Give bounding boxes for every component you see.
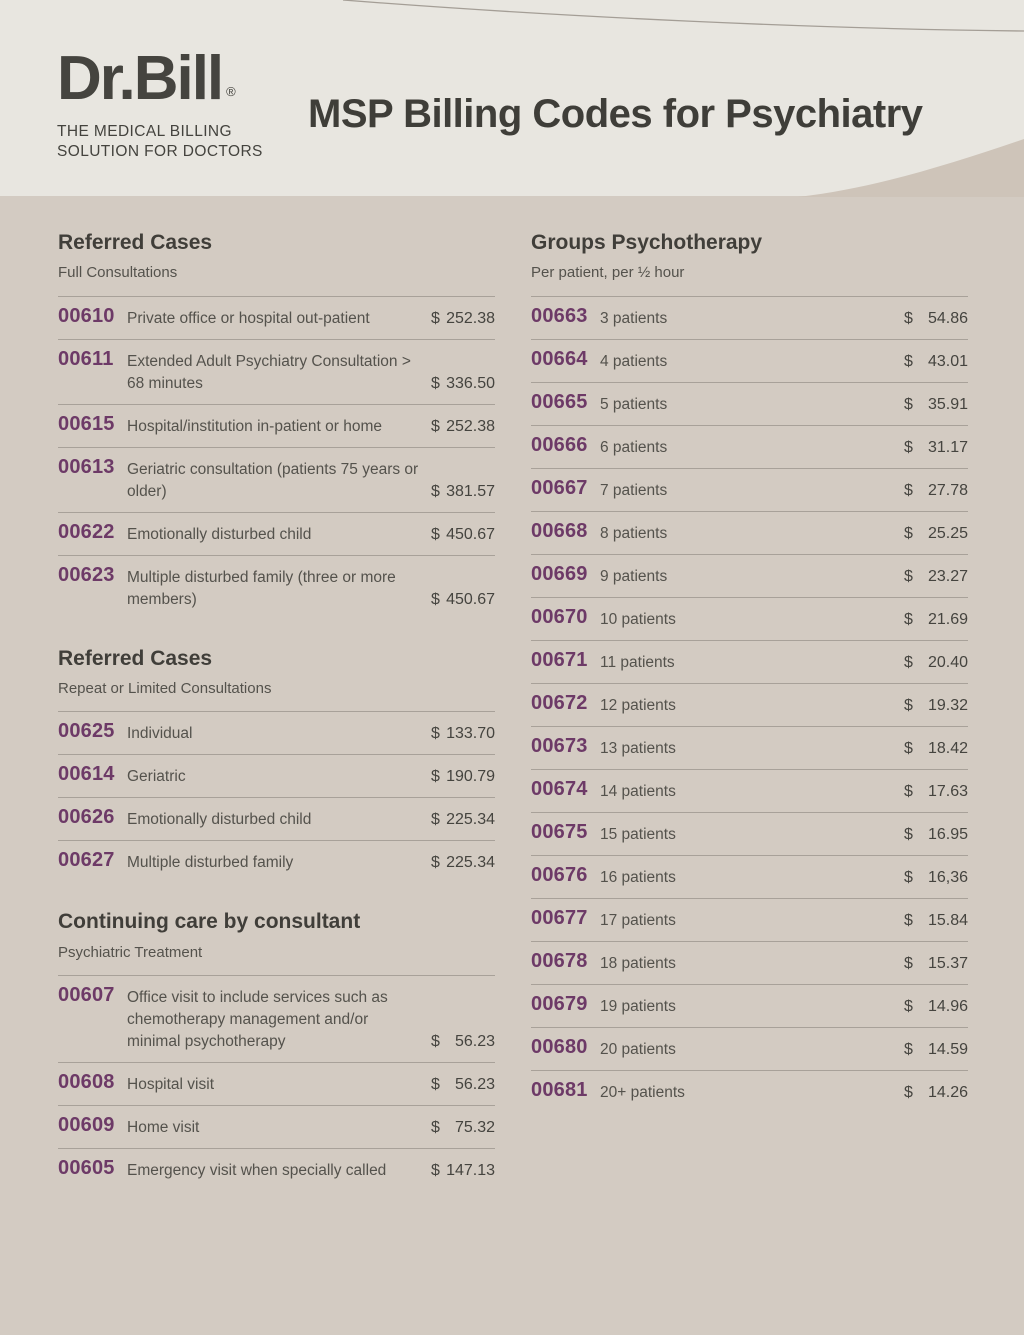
billing-description: Emotionally disturbed child — [127, 811, 312, 829]
billing-amount: 23.27 — [927, 567, 968, 585]
currency-symbol: $ — [904, 653, 913, 671]
currency-symbol: $ — [431, 482, 440, 500]
billing-code: 00666 — [531, 433, 588, 456]
billing-description: Multiple disturbed family (three or more members) — [127, 568, 396, 608]
billing-amount: 56.23 — [454, 1033, 495, 1051]
billing-code: 00623 — [58, 563, 115, 586]
billing-code: 00665 — [531, 390, 588, 413]
billing-description: 19 patients — [600, 997, 676, 1015]
currency-symbol: $ — [431, 374, 440, 392]
billing-description: 8 patients — [600, 524, 668, 542]
billing-price — [904, 781, 968, 803]
billing-description: Office visit to include services such as chemotherapy management and/or minimal psychotherapy — [127, 989, 388, 1051]
billing-row — [58, 1062, 495, 1105]
billing-price — [904, 695, 968, 717]
billing-price — [904, 566, 968, 588]
currency-symbol: $ — [904, 395, 913, 413]
billing-amount: 27.78 — [927, 481, 968, 499]
billing-amount: 147.13 — [446, 1162, 495, 1180]
billing-row — [531, 1027, 968, 1070]
billing-code: 00625 — [58, 720, 115, 743]
billing-description: 12 patients — [600, 696, 676, 714]
billing-code: 00672 — [531, 691, 588, 714]
billing-row — [531, 683, 968, 726]
billing-code: 00670 — [531, 605, 588, 628]
currency-symbol: $ — [904, 481, 913, 499]
billing-code: 00605 — [58, 1157, 115, 1180]
billing-amount: 381.57 — [446, 482, 495, 500]
billing-row — [58, 1105, 495, 1148]
currency-symbol: $ — [431, 590, 440, 608]
tagline-line2: SOLUTION FOR DOCTORS — [57, 143, 263, 160]
billing-code: 00608 — [58, 1071, 115, 1094]
billing-amount: 54.86 — [927, 309, 968, 327]
registered-mark: ® — [226, 84, 236, 99]
section-subtitle: Per patient, per ½ hour — [531, 264, 685, 282]
billing-description: Home visit — [127, 1119, 200, 1137]
billing-description: Hospital visit — [127, 1076, 214, 1094]
currency-symbol: $ — [431, 811, 440, 829]
billing-amount: 15.84 — [927, 911, 968, 929]
billing-amount: 19.32 — [927, 696, 968, 714]
billing-code: 00669 — [531, 562, 588, 585]
billing-description: 5 patients — [600, 395, 668, 413]
currency-symbol: $ — [431, 1119, 440, 1137]
billing-amount: 16,36 — [927, 868, 968, 886]
billing-section — [58, 230, 495, 620]
section-rows — [58, 296, 495, 620]
billing-price — [431, 308, 495, 330]
billing-row — [531, 898, 968, 941]
billing-amount: 252.38 — [446, 417, 495, 435]
billing-description: Multiple disturbed family — [127, 854, 294, 872]
billing-code: 00611 — [58, 347, 114, 370]
billing-code: 00679 — [531, 992, 588, 1015]
billing-row — [531, 812, 968, 855]
section-heading: Referred Cases — [58, 231, 213, 254]
currency-symbol: $ — [431, 1162, 440, 1180]
billing-code: 00607 — [58, 984, 115, 1007]
decorative-corner-curve-icon — [798, 139, 1024, 197]
currency-symbol: $ — [904, 739, 913, 757]
billing-description: 20+ patients — [600, 1083, 685, 1101]
billing-amount: 56.23 — [454, 1076, 495, 1094]
billing-description: Private office or hospital out-patient — [127, 309, 370, 327]
billing-code: 00673 — [531, 734, 588, 757]
billing-price — [904, 609, 968, 631]
billing-row — [531, 855, 968, 898]
billing-price — [904, 910, 968, 932]
billing-row — [531, 511, 968, 554]
currency-symbol: $ — [904, 696, 913, 714]
billing-row — [58, 1148, 495, 1191]
billing-amount: 75.32 — [454, 1119, 495, 1137]
billing-row — [531, 984, 968, 1027]
billing-code: 00674 — [531, 777, 588, 800]
section-subtitle: Repeat or Limited Consultations — [58, 679, 272, 697]
billing-code: 00664 — [531, 347, 588, 370]
billing-amount: 31.17 — [927, 438, 968, 456]
billing-row — [58, 404, 495, 447]
currency-symbol: $ — [904, 997, 913, 1015]
billing-price — [431, 723, 495, 745]
billing-description: 16 patients — [600, 868, 676, 886]
currency-symbol: $ — [904, 524, 913, 542]
billing-row — [58, 711, 495, 754]
billing-price — [431, 524, 495, 546]
billing-price — [431, 1117, 495, 1139]
currency-symbol: $ — [431, 1076, 440, 1094]
billing-row — [58, 512, 495, 555]
billing-description: Extended Adult Psychiatry Consultation > 68 minutes — [127, 352, 411, 392]
billing-description: 13 patients — [600, 739, 676, 757]
billing-row — [58, 555, 495, 620]
billing-price — [431, 766, 495, 788]
billing-amount: 252.38 — [446, 309, 495, 327]
billing-price — [904, 308, 968, 330]
brand-logo — [57, 44, 263, 162]
billing-row — [531, 382, 968, 425]
billing-amount: 225.34 — [446, 811, 495, 829]
billing-amount: 16.95 — [927, 825, 968, 843]
billing-description: Individual — [127, 725, 193, 743]
billing-code: 00671 — [531, 648, 588, 671]
billing-price — [431, 589, 495, 611]
billing-code: 00677 — [531, 906, 588, 929]
billing-row — [531, 468, 968, 511]
billing-row — [531, 296, 968, 339]
section-rows — [58, 975, 495, 1191]
currency-symbol: $ — [904, 782, 913, 800]
billing-price — [904, 824, 968, 846]
billing-row — [58, 754, 495, 797]
billing-code: 00627 — [58, 849, 115, 872]
billing-code: 00615 — [58, 412, 115, 435]
billing-price — [904, 437, 968, 459]
billing-code: 00614 — [58, 763, 115, 786]
billing-description: 7 patients — [600, 481, 668, 499]
billing-price — [904, 394, 968, 416]
billing-description: 9 patients — [600, 567, 668, 585]
currency-symbol: $ — [904, 1083, 913, 1101]
billing-price — [904, 867, 968, 889]
section-heading: Groups Psychotherapy — [531, 231, 763, 254]
billing-code: 00676 — [531, 863, 588, 886]
currency-symbol: $ — [904, 1040, 913, 1058]
currency-symbol: $ — [431, 768, 440, 786]
billing-description: Hospital/institution in-patient or home — [127, 417, 383, 435]
billing-price — [431, 1160, 495, 1182]
billing-row — [531, 640, 968, 683]
currency-symbol: $ — [431, 417, 440, 435]
billing-row — [531, 726, 968, 769]
section-rows — [58, 711, 495, 883]
billing-price — [904, 351, 968, 373]
billing-amount: 17.63 — [927, 782, 968, 800]
billing-code: 00668 — [531, 519, 588, 542]
billing-code: 00626 — [58, 806, 115, 829]
billing-description: 4 patients — [600, 352, 668, 370]
billing-amount: 14.26 — [927, 1083, 968, 1101]
billing-price — [904, 738, 968, 760]
billing-code: 00622 — [58, 520, 115, 543]
billing-section — [58, 646, 495, 884]
billing-code: 00609 — [58, 1114, 115, 1137]
billing-price — [904, 652, 968, 674]
billing-amount: 25.25 — [927, 524, 968, 542]
currency-symbol: $ — [431, 1033, 440, 1051]
billing-price — [431, 1031, 495, 1053]
billing-price — [431, 1074, 495, 1096]
billing-amount: 190.79 — [446, 768, 495, 786]
billing-row — [58, 339, 495, 404]
currency-symbol: $ — [904, 352, 913, 370]
decorative-arc-line-icon — [0, 0, 1024, 40]
currency-symbol: $ — [904, 438, 913, 456]
currency-symbol: $ — [431, 309, 440, 327]
billing-price — [904, 1082, 968, 1104]
currency-symbol: $ — [431, 854, 440, 872]
billing-code: 00663 — [531, 304, 588, 327]
currency-symbol: $ — [904, 610, 913, 628]
billing-description: 18 patients — [600, 954, 676, 972]
billing-price — [431, 852, 495, 874]
billing-row — [531, 769, 968, 812]
billing-description: 15 patients — [600, 825, 676, 843]
billing-amount: 21.69 — [927, 610, 968, 628]
billing-row — [531, 425, 968, 468]
currency-symbol: $ — [904, 868, 913, 886]
billing-price — [431, 481, 495, 503]
billing-description: Emergency visit when specially called — [127, 1162, 387, 1180]
billing-code: 00680 — [531, 1035, 588, 1058]
billing-amount: 20.40 — [927, 653, 968, 671]
billing-row — [531, 597, 968, 640]
billing-amount: 15.37 — [927, 954, 968, 972]
currency-symbol: $ — [904, 309, 913, 327]
billing-description: 11 patients — [600, 653, 675, 671]
billing-amount: 133.70 — [446, 725, 495, 743]
section-heading: Referred Cases — [58, 646, 213, 670]
currency-symbol: $ — [904, 911, 913, 929]
billing-description: 10 patients — [600, 610, 676, 628]
section-heading: Continuing care by consultant — [58, 910, 361, 934]
billing-amount: 35.91 — [927, 395, 968, 413]
billing-code: 00667 — [531, 476, 588, 499]
brand-name-text: Dr.Bill — [57, 44, 223, 113]
billing-amount: 450.67 — [446, 590, 495, 608]
billing-amount: 18.42 — [927, 739, 968, 757]
billing-section — [58, 909, 495, 1191]
billing-code: 00613 — [58, 455, 115, 478]
brand-tagline — [57, 122, 263, 162]
billing-row — [531, 339, 968, 382]
billing-description: 14 patients — [600, 782, 676, 800]
billing-section — [531, 230, 968, 1113]
billing-price — [904, 480, 968, 502]
tagline-line1: THE MEDICAL BILLING — [57, 123, 232, 140]
currency-symbol: $ — [904, 954, 913, 972]
billing-price — [904, 523, 968, 545]
brand-name — [57, 44, 263, 113]
billing-code: 00675 — [531, 820, 588, 843]
billing-description: 6 patients — [600, 438, 668, 456]
billing-description: Geriatric — [127, 768, 186, 786]
billing-amount: 43.01 — [927, 352, 968, 370]
billing-row — [58, 975, 495, 1062]
billing-price — [431, 416, 495, 438]
content — [0, 196, 1024, 1191]
billing-amount: 14.96 — [927, 997, 968, 1015]
billing-description: 17 patients — [600, 911, 676, 929]
billing-price — [431, 373, 495, 395]
billing-amount: 450.67 — [446, 525, 495, 543]
billing-amount: 14.59 — [927, 1040, 968, 1058]
billing-row — [531, 1070, 968, 1113]
billing-code: 00610 — [58, 304, 115, 327]
billing-description: Emotionally disturbed child — [127, 525, 312, 543]
billing-row — [531, 554, 968, 597]
billing-amount: 336.50 — [446, 374, 495, 392]
section-subtitle: Psychiatric Treatment — [58, 943, 203, 961]
billing-row — [58, 840, 495, 883]
billing-price — [904, 996, 968, 1018]
page-title: MSP Billing Codes for Psychiatry — [308, 92, 923, 136]
billing-price — [431, 809, 495, 831]
billing-price — [904, 1039, 968, 1061]
billing-price — [904, 953, 968, 975]
currency-symbol: $ — [904, 567, 913, 585]
billing-description: Geriatric consultation (patients 75 years or older) — [127, 460, 419, 500]
billing-description: 20 patients — [600, 1040, 676, 1058]
billing-row — [58, 797, 495, 840]
billing-description: 3 patients — [600, 309, 668, 327]
header — [0, 0, 1024, 196]
currency-symbol: $ — [431, 525, 440, 543]
billing-code: 00681 — [531, 1078, 588, 1101]
billing-row — [531, 941, 968, 984]
currency-symbol: $ — [431, 725, 440, 743]
billing-amount: 225.34 — [446, 854, 495, 872]
left-column — [58, 230, 495, 1191]
billing-row — [58, 447, 495, 512]
billing-code: 00678 — [531, 949, 588, 972]
billing-row — [58, 296, 495, 339]
right-column — [531, 230, 968, 1191]
section-subtitle: Full Consultations — [58, 264, 178, 282]
currency-symbol: $ — [904, 825, 913, 843]
section-rows — [531, 296, 968, 1113]
